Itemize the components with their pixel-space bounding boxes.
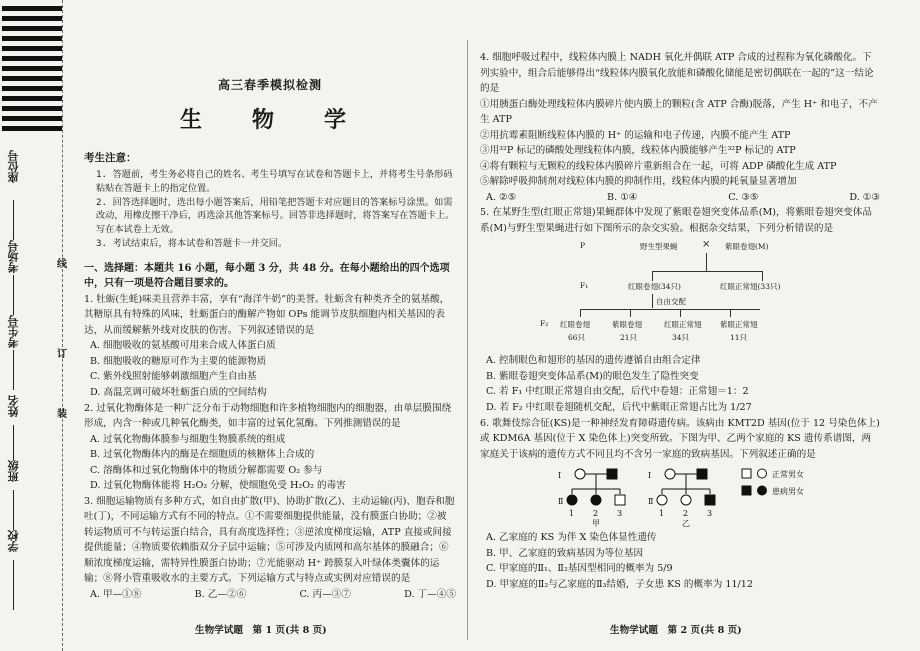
exam-room-label: 考场号 — [7, 240, 20, 273]
question-4-stem: 4. 细胞呼吸过程中，线粒体内膜上 NADH 氧化并偶联 ATP 合成的过程称为氧化磷酸化。下列实验中，组合后能够得出“线粒体内膜氧化放能和磷酸化储能是密切偶联在一起的”这一结论的是 — [480, 52, 874, 95]
q6-option-c: C. 甲家庭的Ⅱ₁、Ⅱ₂基因型相同的概率为 5/9 — [486, 563, 673, 575]
q1-option-b: B. 细胞吸收的糖原可作为主要的能源物质 — [90, 355, 267, 367]
left-column — [84, 76, 456, 602]
gen-2-label: Ⅱ — [558, 497, 564, 507]
f1-generation-label: F₁ — [580, 281, 589, 291]
cut-mark-staple: 装 — [57, 409, 67, 420]
family-b-label: 乙 — [682, 519, 690, 529]
note-item: 1. 答题前，考生务必将自己的姓名、考生号填写在试卷和答题卡上，并将考生号条形码粘贴在答题卡上的指定位置。 — [96, 169, 453, 194]
q6-option-d: D. 甲家庭的Ⅱ₂与乙家庭的Ⅱ₃结婚，子女患 KS 的概率为 11/12 — [486, 578, 753, 590]
q5-option-c: C. 若 F₁ 中红眼正常翅自由交配，后代中卷翅：正常翅＝1：2 — [486, 386, 749, 398]
cross-diagram — [480, 239, 880, 351]
pedigree-male-normal — [615, 495, 625, 505]
cut-mark-bind: 订 — [57, 349, 67, 360]
exam-subtitle: 高三春季模拟检测 — [217, 78, 322, 92]
pedigree-female-normal — [665, 469, 675, 479]
f2-count: 21只 — [620, 333, 638, 343]
svg-text:1: 1 — [659, 509, 665, 519]
candidate-number-label: 考生号 — [7, 315, 20, 348]
svg-text:3: 3 — [707, 509, 713, 519]
question-3-stem: 3. 细胞运输物质有多种方式，如自由扩散(甲)、协助扩散(乙)、主动运输(丙)、胞吞和胞吐(丁)，不同运输方式有不同的特点。①不需要细胞提供能量，没有膜蛋白协助；②被转运物质可不与转运蛋白结合，具有高度选择性；③逆浓度梯度运输，ATP 直接或间接提供能量；④物质要依赖脂双分子层中运输；⑤可涉及内质网和高尔基体的膜融合；⑥顺浓度梯度运输，需特异性膜蛋白协助；⑦光能驱动 H⁺ 跨膜泵入叶绿体类囊体的运输；⑧肾小管重吸收水的主要方式。下列运输方式与特点或实例对应错误的是 — [84, 495, 455, 585]
legend-male-normal — [742, 469, 751, 478]
pedigree-male-affected — [697, 469, 707, 479]
f1-red-normal: 红眼正常翅(33只) — [720, 282, 781, 292]
q4-option-b: B. ①④ — [607, 191, 638, 203]
page-footer-right: 生物学试题 第 2 页(共 8 页) — [610, 625, 742, 636]
question-1-stem: 1. 牡蛎(生蚝)味美且营养丰富，享有“海洋牛奶”的美誉。牡蛎含有种类齐全的氨基酸，其糖原具有特殊的风味，牡蛎蛋白的酶解产物如 OPs 能调节皮肤细胞内相关基因的表达，从而缓解紫外线对皮肤的伤害。下列叙述错误的是 — [84, 293, 450, 336]
gen-1-label: Ⅰ — [648, 471, 652, 481]
section-heading: 一、选择题：本题共 16 小题，每小题 3 分，共 48 分。在每小题给出的四个选项中，只有一项是符合题目要求的。 — [84, 262, 450, 290]
pedigree-male-affected — [705, 495, 715, 505]
right-column — [480, 50, 880, 592]
notes-title: 考生注意： — [84, 152, 137, 164]
p-generation-label: P — [580, 241, 586, 251]
q2-option-d: D. 过氧化物酶体能将 H₂O₂ 分解，使细胞免受 H₂O₂ 的毒害 — [90, 480, 346, 492]
f2-type: 紫眼正常翅 — [720, 320, 758, 330]
q4-item: ①用胰蛋白酶处理线粒体内膜碎片使内膜上的颗粒(含 ATP 合酶)脱落，产生 H⁺ 和电子，不产生 ATP — [480, 98, 878, 126]
q3-options — [90, 587, 456, 603]
pedigree-female-affected — [591, 495, 601, 505]
legend-female-normal — [758, 469, 767, 478]
legend-male-affected — [742, 486, 751, 495]
q3-option-b: B. 乙—②⑥ — [194, 588, 247, 600]
q2-option-a: A. 过氧化物酶体膜参与细胞生物膜系统的组成 — [90, 433, 286, 445]
legend-affected-label: 患病男女 — [772, 487, 804, 497]
q4-option-d: D. ①③ — [849, 191, 880, 203]
q4-item: ③用³²P 标记的磷酸处理线粒体内膜，线粒体内膜能够产生³²P 标记的 ATP — [480, 145, 796, 157]
f2-type: 红眼卷翅 — [560, 320, 590, 330]
q6-option-b: B. 甲、乙家庭的致病基因为等位基因 — [486, 547, 644, 559]
f2-count: 11只 — [730, 333, 748, 343]
question-2-stem: 2. 过氧化物酶体是一种广泛分布于动物细胞和许多植物细胞内的细胞器，由单层膜围绕形成，内含一种或几种氧化酶类，如丰富的过氧化氢酶。下列推测错误的是 — [84, 402, 452, 430]
name-label: 姓名 — [7, 395, 20, 417]
f1-red-curly: 红眼卷翅(34只) — [628, 282, 681, 292]
exam-title: 生 物 学 — [179, 107, 360, 133]
pedigree-chart — [480, 464, 880, 528]
svg-text:3: 3 — [617, 509, 623, 519]
svg-text:1: 1 — [569, 509, 575, 519]
q1-option-d: D. 高温烹调可破坏牡蛎蛋白质的空间结构 — [90, 386, 267, 398]
f2-count: 34只 — [672, 333, 690, 343]
q3-option-d: D. 丁—④⑤ — [404, 588, 456, 600]
pedigree-female-normal — [681, 495, 691, 505]
q2-option-c: C. 溶酶体和过氧化物酶体中的物质分解都需要 O₂ 参与 — [90, 464, 323, 476]
q2-option-b: B. 过氧化物酶体内的酶是在细胞质的核糖体上合成的 — [90, 449, 315, 461]
cross-symbol: × — [702, 239, 711, 251]
q4-item: ②用抗霉素阻断线粒体内膜的 H⁺ 的运输和电子传递，内膜不能产生 ATP — [480, 129, 791, 141]
class-label: 班级 — [7, 460, 20, 482]
binding-dash-line — [62, 0, 63, 651]
q6-option-a: A. 乙家庭的 KS 为伴 X 染色体显性遗传 — [486, 532, 657, 544]
q3-option-c: C. 丙—③⑦ — [299, 588, 351, 600]
svg-text:2: 2 — [593, 509, 599, 519]
q5-option-b: B. 紫眼卷翅突变体品系(M)的眼色发生了隐性突变 — [486, 370, 699, 382]
gen-2-label: Ⅱ — [648, 497, 654, 507]
f2-type: 紫眼卷翅 — [612, 320, 642, 330]
school-label: 学校 — [7, 530, 20, 552]
note-item: 3. 考试结束后，将本试卷和答题卡一并交回。 — [96, 237, 288, 249]
question-5-stem: 5. 在某野生型(红眼正常翅)果蝇群体中发现了紫眼卷翅突变体品系(M)，将紫眼卷翅突变体品系(M)与野生型果蝇进行如下图所示的杂交实验。根据杂交结果，下列分析错误的是 — [480, 207, 872, 234]
pedigree-svg — [480, 464, 880, 528]
q1-option-a: A. 细胞吸收的氨基酸可用来合成人体蛋白质 — [90, 340, 276, 352]
q5-option-a: A. 控制眼色和翅形的基因的遗传遵循自由组合定律 — [486, 355, 701, 367]
f2-type: 红眼正常翅 — [664, 320, 702, 330]
mutant-parent: 紫眼卷翅(M) — [725, 242, 769, 252]
q4-item: ④将有颗粒与无颗粒的线粒体内膜碎片重新组合在一起，可将 ADP 磷酸化生成 ATP — [480, 160, 837, 172]
binding-margin — [0, 0, 70, 651]
seat-number-label: 座位号 — [7, 150, 20, 183]
q4-options — [486, 190, 880, 206]
svg-text:2: 2 — [683, 509, 689, 519]
q4-item: ⑤解除呼吸抑制剂对线粒体内膜的抑制作用，线粒体内膜的耗氧量显著增加 — [480, 176, 797, 188]
question-6-stem: 6. 歌舞伎综合征(KS)是一种神经发育障碍遗传病。该病由 KMT2D 基因(位于 12 号染色体上)或 KDM6A 基因(位于 X 染色体上)突变所致。下图为甲、乙两个家庭的 KS 遗传系谱图，两家庭关于该病的遗传方式不同且均不含另一家庭的致病基因。下列叙述正确的是 — [480, 417, 880, 460]
legend-normal-label: 正常男女 — [772, 470, 804, 480]
legend-female-affected — [758, 486, 767, 495]
f2-generation-label: F₂ — [540, 319, 549, 329]
q5-option-d: D. 若 F₂ 中红眼卷翅随机交配，后代中紫眼正常翅占比为 1/27 — [486, 401, 752, 413]
column-divider — [467, 40, 468, 640]
page-footer-left: 生物学试题 第 1 页(共 8 页) — [195, 625, 327, 636]
wild-type-parent: 野生型果蝇 — [640, 242, 678, 252]
pedigree-male-affected — [607, 469, 617, 479]
q1-option-c: C. 紫外线照射能够刺激细胞产生自由基 — [90, 371, 257, 383]
barcode-stripes — [2, 6, 62, 136]
gen-1-label: Ⅰ — [558, 471, 562, 481]
q4-option-c: C. ③⑤ — [728, 191, 759, 203]
family-a-label: 甲 — [592, 519, 600, 529]
pedigree-female-affected — [567, 495, 577, 505]
pedigree-female-normal — [575, 469, 585, 479]
f2-count: 66只 — [568, 333, 586, 343]
note-item: 2. 回答选择题时，选出每小题答案后，用铅笔把答题卡对应题目的答案标号涂黑。如需改动，用橡皮擦干净后，再选涂其他答案标号。回答非选择题时，将答案写在答题卡上。写在本试卷上无效。 — [96, 196, 455, 236]
q4-option-a: A. ②⑤ — [486, 191, 517, 203]
pedigree-female-normal — [657, 495, 667, 505]
random-mating-label: 自由交配 — [656, 297, 686, 307]
cut-mark-line: 线 — [57, 259, 67, 270]
q3-option-a: A. 甲—①⑧ — [90, 588, 142, 600]
